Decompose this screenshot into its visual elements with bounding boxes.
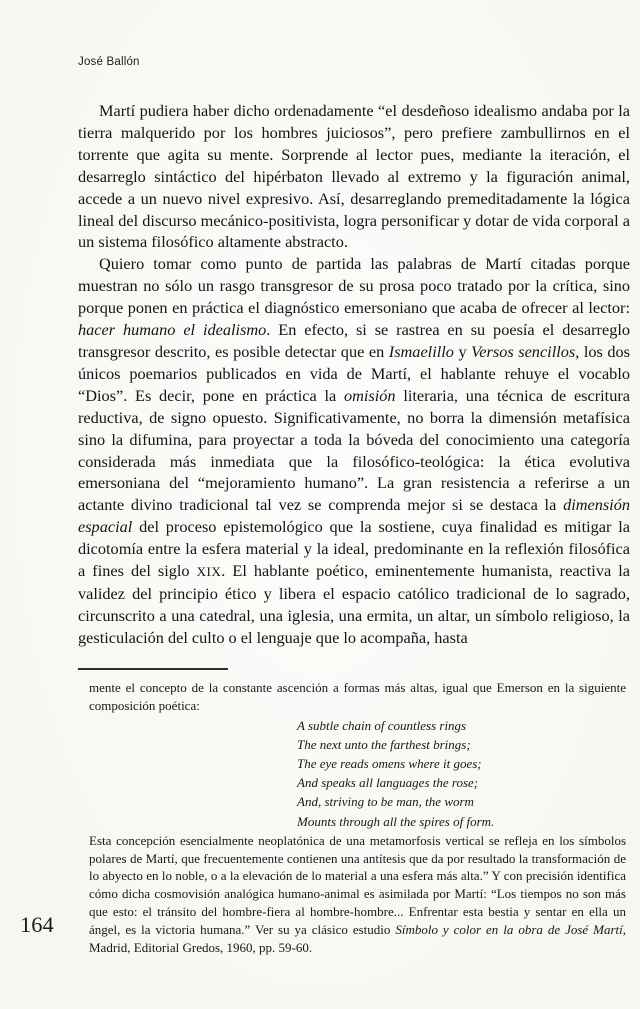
poem-line: A subtle chain of countless rings xyxy=(297,717,467,733)
body-text xyxy=(78,100,630,649)
body-paragraph xyxy=(78,100,630,253)
text-run: omisión xyxy=(344,385,396,405)
text-run: Quiero tomar como punto de partida las palabras de Martí citadas porque muestran no sólo un rasgo transgresor de su prosa poco tratado por la crítica, sino porque ponen en práctica el diagnóstico emersoniano que acaba de ofrecer al lector: xyxy=(78,254,630,318)
text-run: dimensión espacial xyxy=(78,495,630,537)
body-paragraph xyxy=(78,253,630,648)
text-run: Versos sencillos xyxy=(471,341,576,361)
text-run: Martí pudiera haber dicho ordenadamente “el desdeñoso idealismo andaba por la tierra malquerido por los hombres juiciosos”, pero prefiere zambullirnos en el torrente que agita su mente. Sorprende al lector pues, mediante la iteración, el desarreglo sintáctico del hipérbaton llevado al extremo y la figuración animal, accede a un nuevo nivel expresivo. Así, desarreglando premeditadamente la lógica lineal del discurso mecánico-positivista, logra personificar y dotar de vida corporal a un sistema filosófico altamente abstracto. xyxy=(78,101,630,252)
text-run: del proceso epistemológico que la sostiene, cuya finalidad es mitigar la dicotomía entre la esfera material y la ideal, predominante en la reflexión filosófica a fines del siglo xyxy=(78,517,630,581)
text-run: y xyxy=(453,341,472,361)
poem-quote xyxy=(297,716,626,831)
poem-line: The next unto the farthest brings; xyxy=(297,736,471,752)
poem-line: And, striving to be man, the worm xyxy=(297,794,474,810)
text-run: . El hablante poético, eminentemente humanista, reactiva la validez del principio ético y libera el espacio católico tradicional de lo sagrado, circunscrito a una catedral, una iglesia, una ermita, un altar, un símbolo religioso, la gesticulación del culto o el lenguaje que lo acompaña, hasta xyxy=(78,561,630,647)
text-run: hacer humano el idealismo xyxy=(78,320,267,340)
text-run: literaria, una técnica de escritura reductiva, de signo opuesto. Significativamente, no borra la dimensión metafísica sino la difumina, para proyectar a toda la bóveda del conocimiento una categoría considerada más inmediata que la filosófico-teológica: la ética evolutiva emersoniana del “mejoramiento humano”. La gran resistencia a referirse a un actante divino tradicional tal vez se comprenda mejor si se destaca la xyxy=(78,385,630,515)
text-run: mente el concepto de la constante ascención a formas más altas, igual que Emerson en la siguiente composición poética: xyxy=(89,680,626,713)
text-run: Símbolo y color en la obra de José Martí xyxy=(395,921,623,937)
text-run: Esta concepción esencialmente neoplatónica de una metamorfosis vertical se refleja en los símbolos polares de Martí, que frecuentemente contienen una antítesis que da por resultado la transformación de lo abyecto en lo noble, o a la elevación de lo material a una esfera más alta.” Y con precisión identifica cómo dicha cosmovisión analógica humano-animal es asimilada por Martí: “Los tiempos no son más que esto: el tránsito del hombre-fiera al hombre-hombre... Enfrentar esta bestia y sentar en ella un ángel, es la victoria humana.” Ver su ya clásico estudio xyxy=(89,832,626,937)
text-run: . En efecto, si se rastrea en su poesía el desarreglo transgresor descrito, es posible detectar que en xyxy=(78,320,630,361)
footnote-intro xyxy=(89,679,626,715)
text-run: , los dos únicos poemarios publicados en vida de Martí, el hablante rehuye el vocablo “Dios”. Es decir, pone en práctica la xyxy=(78,341,631,405)
running-header-author: José Ballón xyxy=(78,56,140,68)
text-run: XIX xyxy=(196,564,222,580)
text-run: Ismaelillo xyxy=(388,341,454,361)
footnote-separator-rule xyxy=(78,668,228,670)
footnote-body xyxy=(89,832,626,957)
poem-line: The eye reads omens where it goes; xyxy=(297,756,482,771)
poem-line: Mounts through all the spires of form. xyxy=(297,813,495,829)
poem-line: And speaks all languages the rose; xyxy=(297,775,479,791)
page-number: 164 xyxy=(20,912,54,937)
footnote xyxy=(89,679,626,956)
text-run: , Madrid, Editorial Gredos, 1960, pp. 59-60. xyxy=(89,921,626,955)
